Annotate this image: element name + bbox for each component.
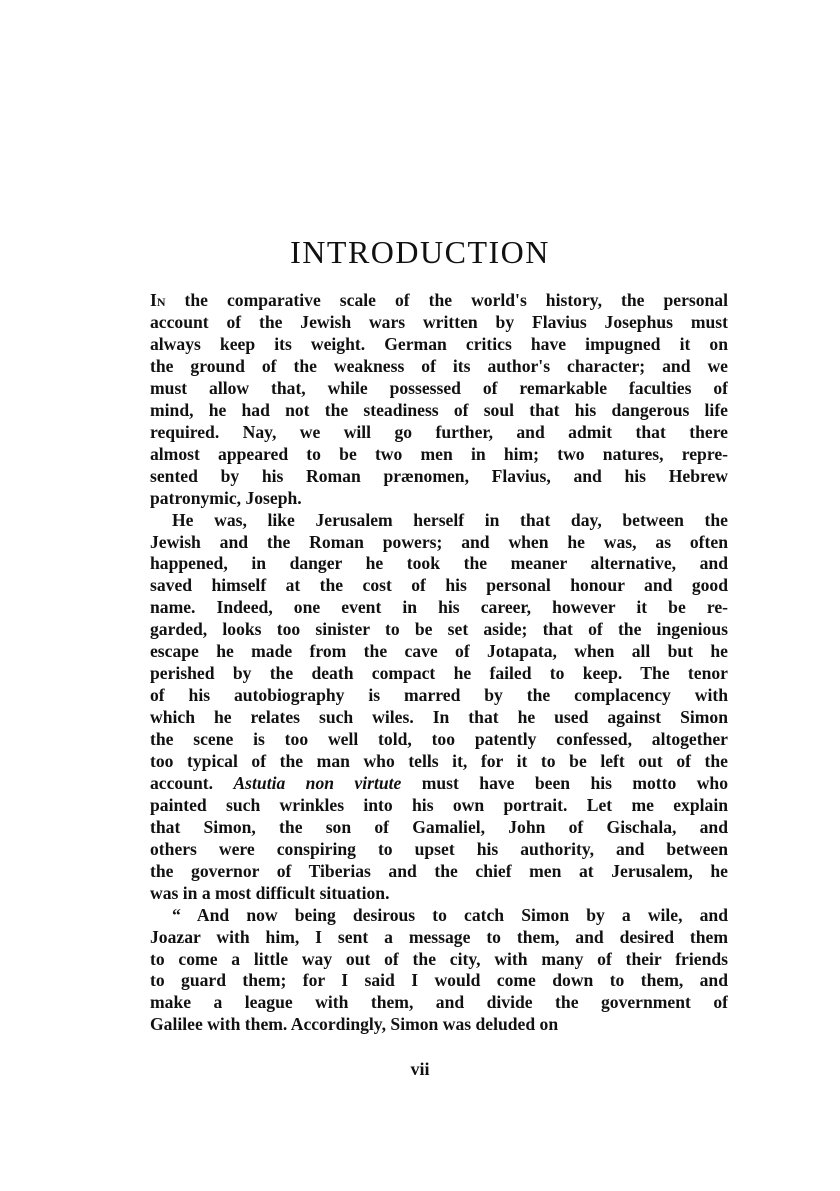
text-line — [150, 465, 728, 487]
latin-phrase: Astutia non virtute — [233, 772, 402, 793]
text-line — [150, 574, 728, 596]
text-line — [150, 355, 728, 377]
text-line — [150, 794, 728, 816]
text-line — [150, 882, 728, 904]
line-text: which he relates such wiles. In that he used against Simon — [150, 707, 728, 727]
line-text: was in a most difficult situation. — [150, 882, 390, 903]
text-line — [150, 816, 728, 838]
text-line — [150, 443, 728, 465]
text-line — [150, 1013, 728, 1035]
text-line — [150, 377, 728, 399]
line-text: painted such wrinkles into his own portrait. Let me explain — [150, 794, 728, 815]
line-text: patronymic, Joseph. — [150, 487, 302, 508]
line-text: must allow that, while possessed of remarkable faculties of — [150, 377, 728, 398]
line-text: of his autobiography is marred by the complacency with — [150, 685, 728, 706]
line-text: the comparative scale of the world's history, the personal — [165, 290, 728, 310]
line-text: account. — [150, 772, 234, 793]
line-text: sented by his Roman prænomen, Flavius, and his Hebrew — [150, 465, 728, 486]
line-text: almost appeared to be two men in him; two natures, repre- — [150, 443, 728, 464]
text-line — [150, 662, 728, 684]
line-text: make a league with them, and divide the government of — [150, 992, 728, 1013]
line-text: Galilee with them. Accordingly, Simon was deluded on — [150, 1014, 559, 1035]
text-line — [150, 487, 728, 509]
line-text: Jewish and the Roman powers; and when he was, as often — [150, 531, 728, 552]
line-text: to guard them; for I said I would come down to them, and — [150, 970, 728, 991]
text-line — [150, 552, 728, 574]
text-line — [150, 948, 728, 970]
drop-lead-word: In — [150, 290, 166, 310]
line-text: to come a little way out of the city, with many of their friends — [150, 948, 728, 969]
text-line — [150, 728, 728, 750]
text-line — [150, 421, 728, 443]
line-text: others were conspiring to upset his authority, and between — [150, 838, 728, 859]
line-text: “ And now being desirous to catch Simon by a wile, and — [172, 904, 728, 925]
line-text: that Simon, the son of Gamaliel, John of Gischala, and — [150, 816, 728, 837]
text-line — [150, 596, 728, 618]
line-text: always keep its weight. German critics have impugned it on — [150, 333, 728, 354]
line-text: the governor of Tiberias and the chief men at Jerusalem, he — [150, 860, 728, 881]
line-text: the ground of the weakness of its author's character; and we — [150, 355, 728, 376]
line-text: too typical of the man who tells it, for it to be left out of the — [150, 751, 728, 771]
text-line — [150, 860, 728, 882]
text-line — [172, 509, 728, 531]
line-text: required. Nay, we will go further, and admit that there — [150, 421, 728, 442]
text-line — [150, 399, 728, 421]
text-line — [150, 838, 728, 860]
text-line — [150, 333, 728, 355]
line-text: Joazar with him, I sent a message to them, and desired them — [150, 926, 728, 947]
page-number: vii — [410, 1059, 430, 1079]
line-text: He was, like Jerusalem herself in that day, between the — [172, 509, 728, 530]
line-text: saved himself at the cost of his personal honour and good — [150, 575, 728, 596]
text-line — [150, 531, 728, 553]
line-text-tail: must have been his motto who — [401, 772, 728, 793]
chapter-title: INTRODUCTION — [290, 234, 550, 270]
line-text: perished by the death compact he failed to keep. The tenor — [150, 663, 728, 684]
line-text: account of the Jewish wars written by Flavius Josephus must — [150, 311, 728, 332]
line-text: name. Indeed, one event in his career, however it be re- — [150, 597, 728, 618]
text-line — [150, 618, 728, 640]
text-line — [150, 750, 728, 772]
text-line — [150, 926, 728, 948]
text-line — [150, 706, 728, 728]
line-text: escape he made from the cave of Jotapata, when all but he — [150, 641, 728, 662]
line-text: mind, he had not the steadiness of soul that his dangerous life — [150, 399, 728, 420]
line-text: the scene is too well told, too patently confessed, altogether — [150, 729, 728, 749]
text-line — [150, 289, 728, 311]
text-line — [150, 772, 728, 794]
text-line — [150, 991, 728, 1013]
text-line — [172, 904, 728, 926]
text-line — [150, 311, 728, 333]
text-line — [150, 969, 728, 991]
text-line — [150, 640, 728, 662]
line-text: happened, in danger he took the meaner alternative, and — [150, 553, 728, 574]
text-line — [150, 684, 728, 706]
line-text: garded, looks too sinister to be set aside; that of the ingenious — [150, 619, 728, 640]
